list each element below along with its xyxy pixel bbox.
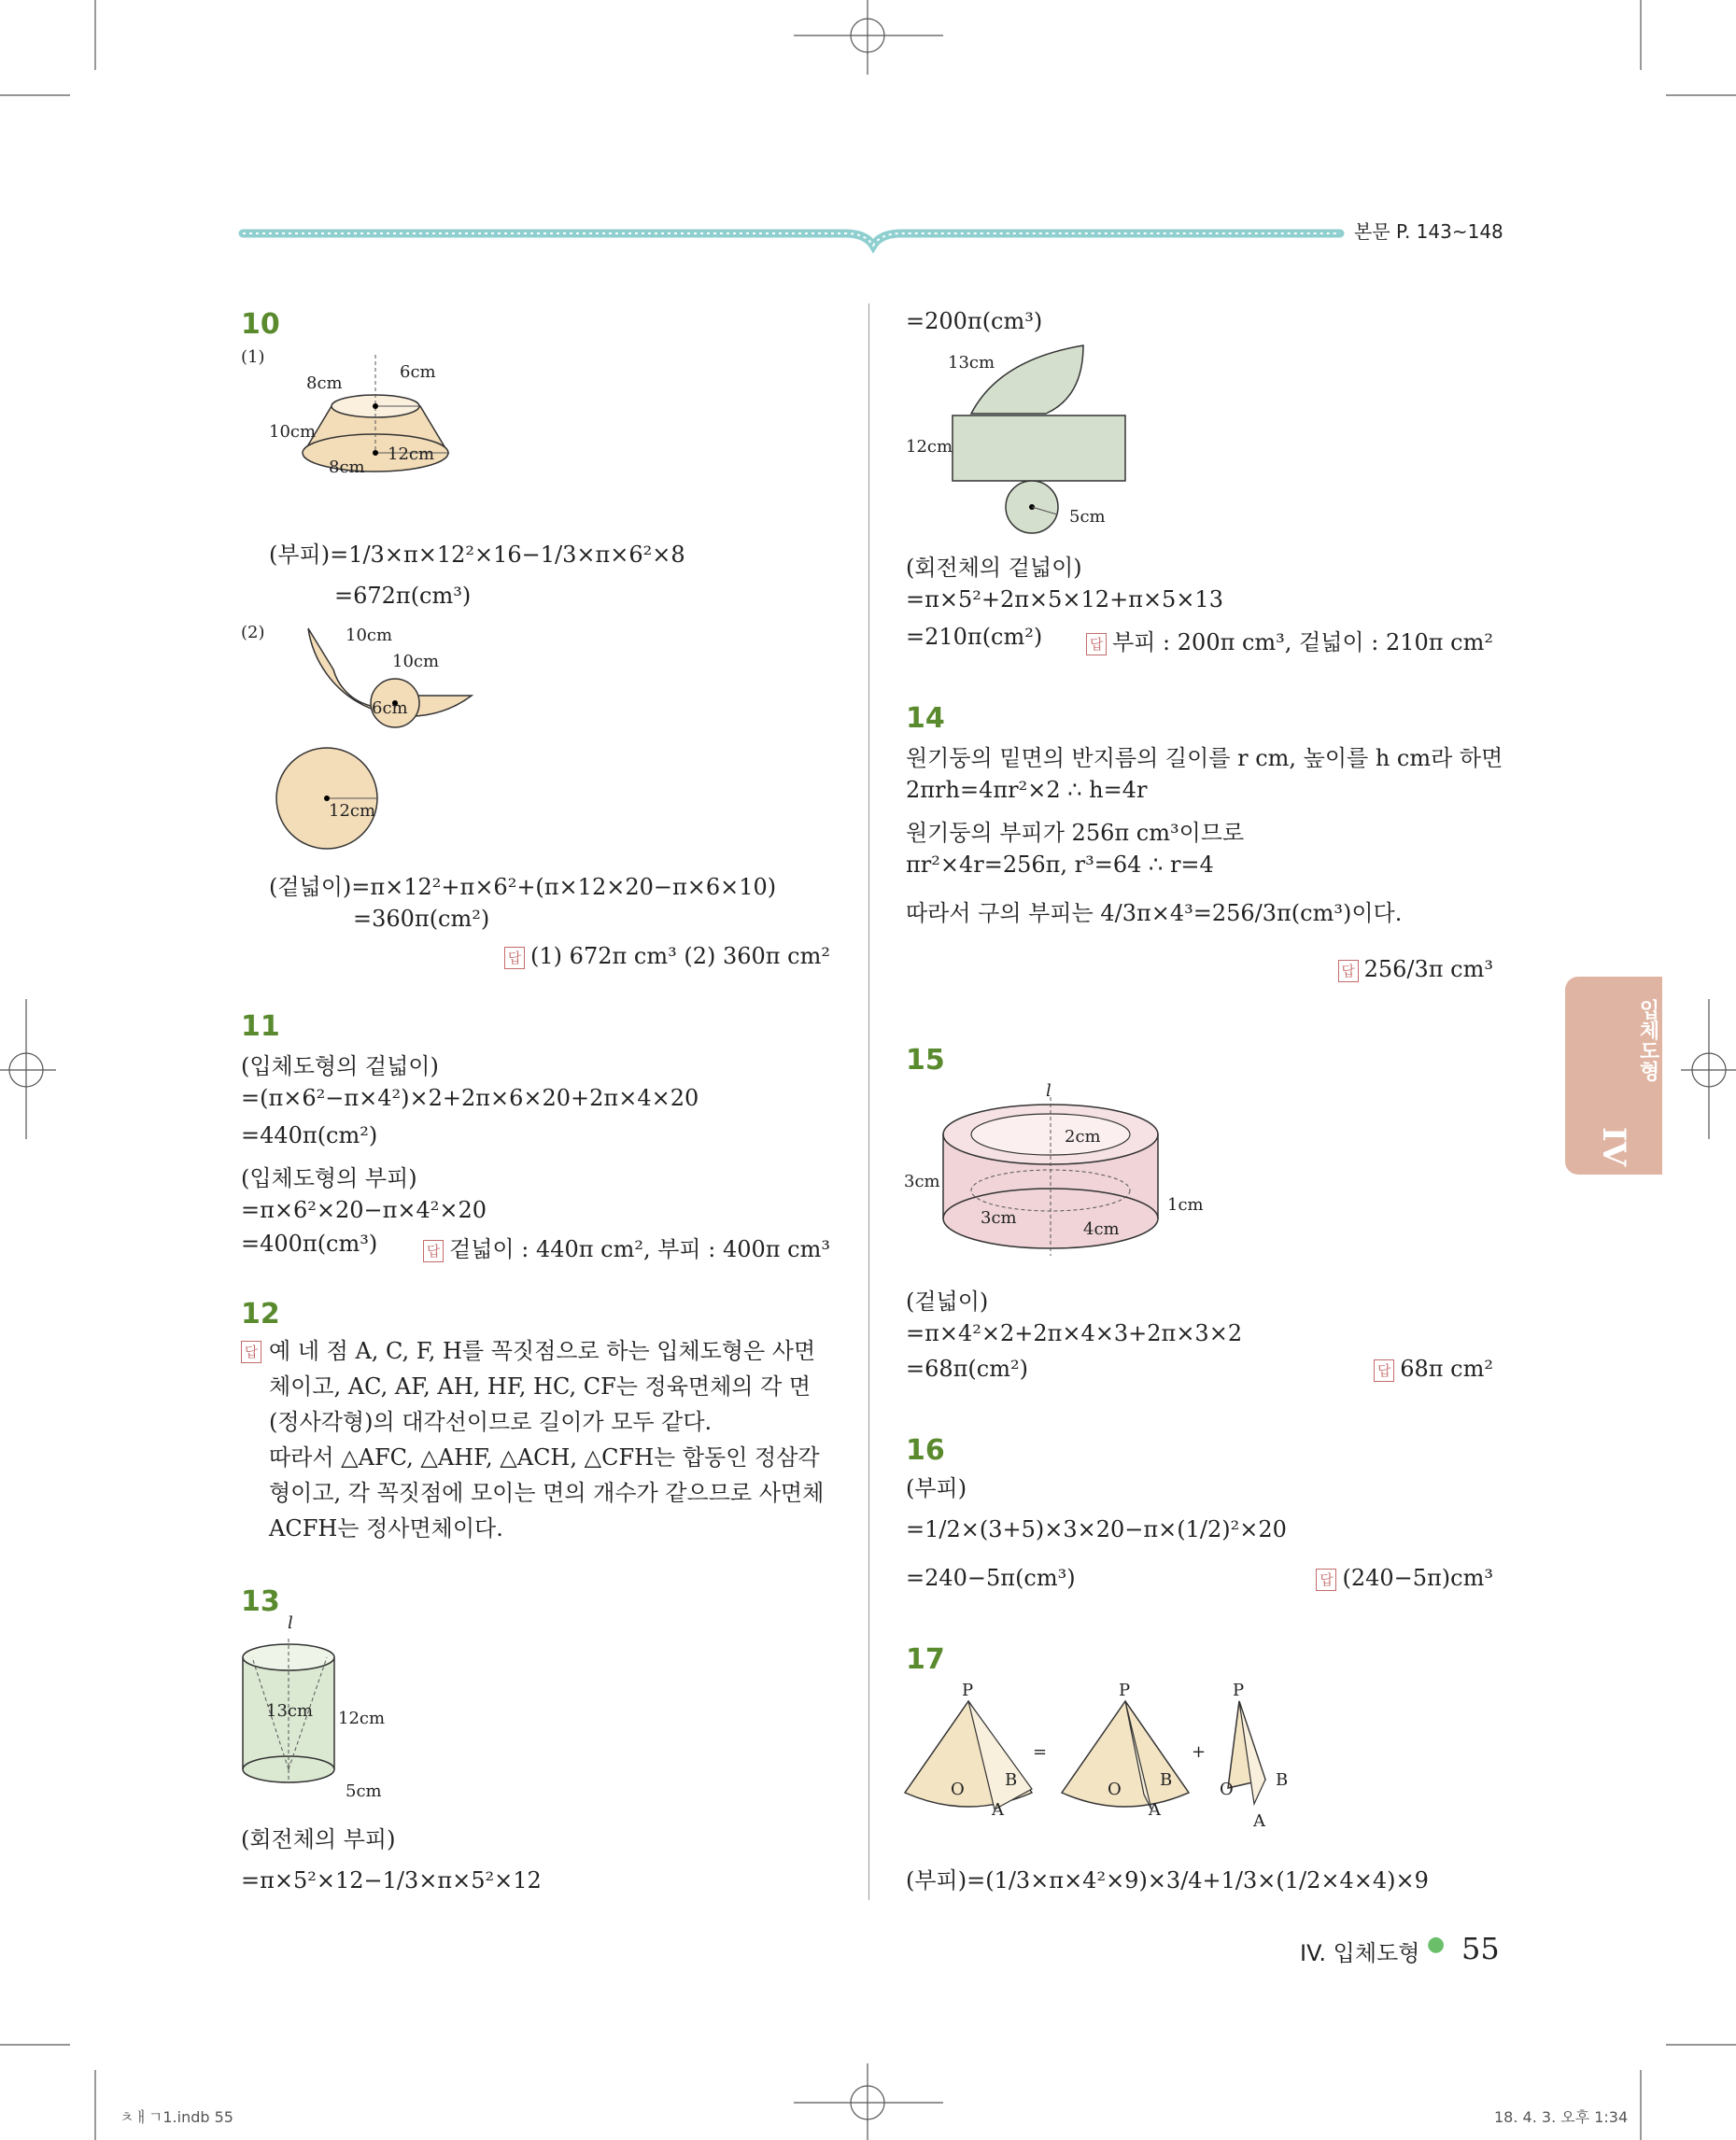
figure-label: 8cm (329, 458, 365, 477)
figure-label: 3cm (904, 1172, 940, 1191)
formula-line: =68π(cm²) (906, 1356, 1028, 1382)
figure-label: 12cm (329, 801, 376, 821)
figure-label: A (992, 1800, 1004, 1820)
figure-label: 12cm (388, 444, 435, 464)
figure-label: B (1160, 1770, 1173, 1790)
formula-line: (입체도형의 겉넓이) (241, 1053, 439, 1079)
formula-line: πr²×4r=256π, r³=64 ∴ r=4 (906, 852, 1214, 878)
answer (1086, 624, 1493, 656)
problem-number: 17 (906, 1643, 945, 1676)
problem-number: 11 (241, 1010, 280, 1043)
formula-line: 따라서 구의 부피는 4/3π×4³=256/3π(cm³)이다. (906, 900, 1403, 926)
answer-text: (1) 672π cm³ (2) 360π cm² (530, 943, 830, 969)
problem-number: 14 (906, 702, 945, 735)
answer-badge: 답 (1338, 960, 1359, 982)
figure-label: 13cm (266, 1701, 314, 1721)
answer (1338, 956, 1493, 982)
answer-text: 부피 : 200π cm³, 겉넓이 : 210π cm² (1112, 629, 1493, 655)
answer-text: 68π cm² (1400, 1356, 1493, 1382)
figure-label: 3cm (981, 1208, 1017, 1228)
formula-line: =π×4²×2+2π×4×3+2π×3×2 (906, 1320, 1243, 1346)
formula-line: =360π(cm²) (353, 906, 490, 932)
formula-line: 2πrh=4πr²×2 ∴ h=4r (906, 777, 1148, 803)
answer-text: 겉넓이 : 440π cm², 부피 : 400π cm³ (449, 1236, 830, 1262)
page-reference: 본문 P. 143~148 (1354, 220, 1503, 243)
figure-label: 12cm (906, 437, 953, 457)
cylinder-figure (233, 1620, 420, 1797)
figure-label: 10cm (269, 422, 317, 442)
formula-line: =π×5²×12−1/3×π×5²×12 (241, 1867, 542, 1894)
formula-line: =672π(cm³) (334, 583, 472, 609)
figure-label: 5cm (1069, 507, 1106, 527)
print-file-name: ㅊㅐㄱ1.indb 55 (120, 2108, 233, 2126)
figure-label: 6cm (400, 362, 436, 382)
chapter-side-tab (1565, 977, 1662, 1175)
figure-label: P (1119, 1681, 1131, 1700)
header-ribbon (238, 219, 1359, 257)
figure-label: O (1220, 1780, 1234, 1799)
formula-line: (겉넓이) (906, 1288, 989, 1315)
formula-line: (부피) (906, 1475, 967, 1501)
figure-label: l (288, 1613, 293, 1633)
figure-label: A (1253, 1811, 1265, 1831)
formula-line: =200π(cm³) (906, 308, 1043, 334)
lightbulb-icon: ● (1427, 1933, 1446, 1956)
answer (423, 1231, 830, 1263)
formula-line: =210π(cm²) (906, 624, 1043, 650)
formula-line: (겉넓이)=π×12²+π×6²+(π×12×20−π×6×10) (269, 874, 777, 900)
formula-line: =1/2×(3+5)×3×20−π×(1/2)²×20 (906, 1516, 1287, 1542)
figure-label: O (1108, 1780, 1122, 1799)
formula-line: =400π(cm³) (241, 1231, 378, 1257)
formula-line: =π×5²+2π×5×12+π×5×13 (906, 586, 1223, 612)
answer-text: (240−5π)cm³ (1342, 1565, 1493, 1591)
chapter-tab-label: 입체도형 (1636, 999, 1659, 1081)
formula-line: =240−5π(cm³) (906, 1565, 1076, 1591)
figure-label: P (1233, 1681, 1245, 1700)
answer (1374, 1356, 1493, 1382)
footer-chapter: IV. 입체도형 (1300, 1940, 1420, 1966)
formula-line: 원기둥의 밑면의 반지름의 길이를 r cm, 높이를 h cm라 하면 (906, 745, 1503, 771)
answer (504, 943, 830, 969)
figure-label: 6cm (372, 698, 408, 718)
figure-label: 8cm (306, 373, 343, 393)
figure-label: B (1276, 1770, 1289, 1790)
cone-decomposition-figure (901, 1690, 1293, 1830)
problem-number: 12 (241, 1298, 280, 1330)
problem-number: 13 (241, 1585, 280, 1618)
figure-label: 4cm (1083, 1219, 1120, 1239)
figure-label: 10cm (346, 626, 393, 645)
formula-line: =440π(cm²) (241, 1122, 378, 1148)
figure-label: 2cm (1065, 1127, 1101, 1147)
answer-text: 256/3π cm³ (1363, 956, 1493, 982)
answer-badge: 답 (1316, 1569, 1336, 1591)
page-number: 55 (1461, 1931, 1500, 1966)
formula-line: =(π×6²−π×4²)×2+2π×6×20+2π×4×20 (241, 1085, 699, 1111)
formula-line: (부피)=1/3×π×12²×16−1/3×π×6²×8 (269, 542, 685, 568)
paragraph: 따라서 △AFC, △AHF, △ACH, △CFH는 합동인 정삼각형이고, 각 꼭짓점에 모이는 면의 개수가 같으므로 사면체 ACFH는 정사면체이다. (269, 1444, 825, 1542)
figure-label: 1cm (1167, 1195, 1204, 1215)
figure-label: 10cm (392, 652, 440, 671)
net-figure (266, 621, 490, 854)
figure-label: O (951, 1780, 965, 1799)
answer-badge: 답 (1374, 1359, 1394, 1382)
paragraph: 예 네 점 A, C, F, H를 꼭짓점으로 하는 입체도형은 사면체이고, AC, AF, AH, HF, HC, CF는 정육면체의 각 면(정사각형)의 대각선이므로 길이가 모두 같다. (269, 1338, 816, 1435)
print-timestamp: 18. 4. 3. 오후 1:34 (1494, 2108, 1629, 2126)
formula-line: (회전체의 겉넓이) (906, 555, 1082, 581)
part-label: (1) (241, 347, 265, 367)
answer-badge: 답 (504, 947, 525, 969)
part-label: (2) (241, 623, 265, 642)
figure-label: 13cm (948, 353, 995, 373)
answer-badge: 답 (423, 1240, 444, 1262)
figure-label: 5cm (346, 1781, 382, 1801)
problem-number: 16 (906, 1434, 945, 1467)
formula-line: (회전체의 부피) (241, 1826, 396, 1852)
answer-badge: 답 (241, 1341, 261, 1363)
answer (1316, 1565, 1493, 1591)
figure-label: 12cm (338, 1709, 386, 1728)
ring-cylinder-figure (934, 1083, 1214, 1260)
figure-label: B (1005, 1770, 1018, 1790)
chapter-tab-roman: IV (1595, 1126, 1632, 1167)
figure-label: A (1149, 1800, 1161, 1820)
problem-number: 10 (241, 308, 280, 341)
figure-label: + (1192, 1742, 1207, 1762)
problem-number: 15 (906, 1044, 945, 1077)
formula-line: 원기둥의 부피가 256π cm³이므로 (906, 820, 1245, 846)
formula-line: (입체도형의 부피) (241, 1165, 417, 1191)
answer-badge: 답 (1086, 633, 1107, 655)
formula-line: (부피)=(1/3×π×4²×9)×3/4+1/3×(1/2×4×4)×9 (906, 1867, 1429, 1894)
figure-label: = (1033, 1742, 1048, 1762)
figure-label: l (1046, 1081, 1051, 1101)
formula-line: =π×6²×20−π×4²×20 (241, 1197, 487, 1223)
solution-text (241, 1333, 829, 1546)
column-divider (868, 303, 869, 1900)
figure-label: P (962, 1681, 974, 1700)
